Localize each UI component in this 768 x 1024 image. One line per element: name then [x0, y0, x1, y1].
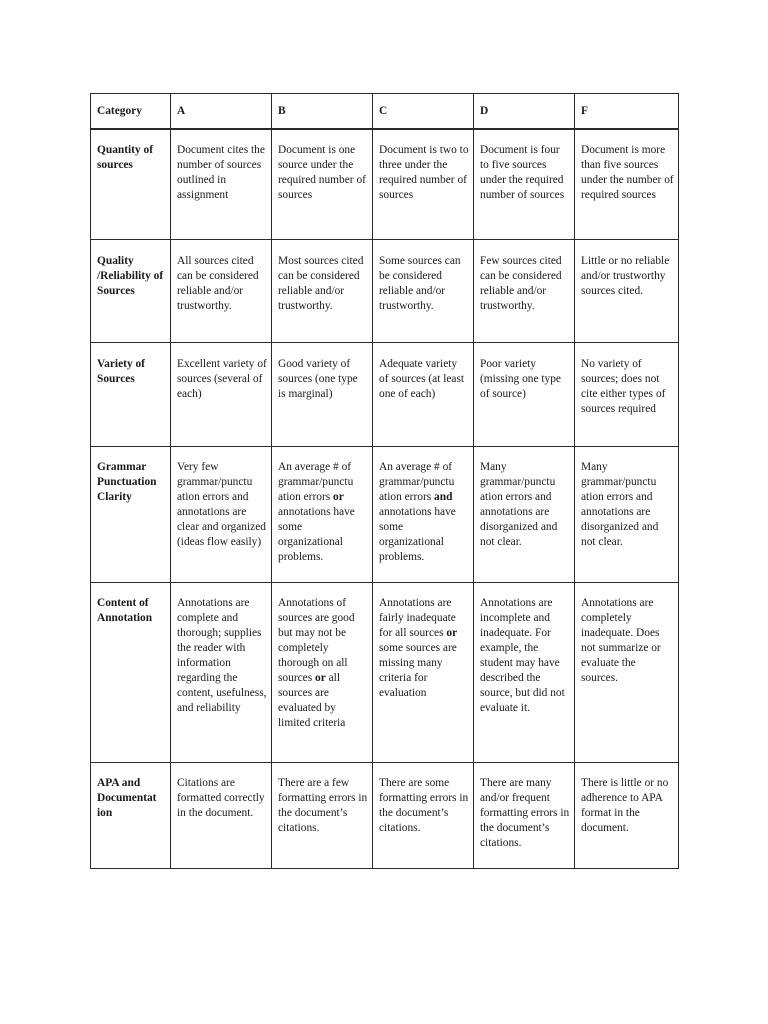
category-cell: Grammar Punctuation Clarity	[91, 447, 171, 583]
grade-a-cell	[171, 343, 272, 447]
rubric-body	[91, 129, 679, 869]
grade-f-cell	[575, 240, 679, 343]
grade-c-cell	[373, 343, 474, 447]
category-cell: Quantity of sources	[91, 129, 171, 240]
header-grade-c: C	[373, 94, 474, 130]
grade-f-cell	[575, 583, 679, 763]
grade-d-cell	[474, 583, 575, 763]
cell-text: Citations are formatted correctly in the document.	[177, 777, 265, 819]
header-grade-b: B	[272, 94, 373, 130]
grade-a-cell	[171, 240, 272, 343]
grade-f-cell	[575, 343, 679, 447]
emphasis-text: or	[446, 627, 458, 639]
grade-a-cell	[171, 763, 272, 869]
cell-text: Little or no reliable and/or trustworthy sources cited.	[581, 255, 670, 297]
cell-text: An average # of grammar/punctu ation errors	[379, 461, 455, 503]
grade-c-cell	[373, 763, 474, 869]
grade-b-cell	[272, 763, 373, 869]
cell-text: Excellent variety of sources (several of each)	[177, 358, 267, 400]
cell-text: annotations have some organizational problems.	[379, 506, 456, 563]
cell-text: Annotations are incomplete and inadequate. For example, the student may have described the source, but did not evaluate it.	[480, 597, 565, 714]
cell-text: Document is four to five sources under the required number of sources	[480, 144, 565, 201]
grade-c-cell	[373, 129, 474, 240]
grade-c-cell	[373, 583, 474, 763]
cell-text: No variety of sources; does not cite either types of sources required	[581, 358, 666, 415]
cell-text: There are a few formatting errors in the document’s citations.	[278, 777, 368, 834]
grade-b-cell	[272, 240, 373, 343]
table-row	[91, 240, 679, 343]
grade-f-cell	[575, 129, 679, 240]
grade-a-cell	[171, 583, 272, 763]
cell-text: There are some formatting errors in the document’s citations.	[379, 777, 469, 834]
cell-text: Document cites the number of sources outlined in assignment	[177, 144, 265, 201]
cell-text: Annotations are complete and thorough; supplies the reader with information regarding the content, usefulness, and reliability	[177, 597, 267, 714]
cell-text: Many grammar/punctu ation errors and annotations are disorganized and not clear.	[581, 461, 659, 548]
cell-text: There is little or no adherence to APA format in the document.	[581, 777, 669, 834]
cell-text: Very few grammar/punctu ation errors and annotations are clear and organized (ideas flow easily)	[177, 461, 266, 548]
grade-d-cell	[474, 343, 575, 447]
grade-f-cell	[575, 763, 679, 869]
emphasis-text: and	[434, 491, 453, 503]
header-row	[91, 94, 679, 130]
grade-b-cell	[272, 129, 373, 240]
cell-text: There are many and/or frequent formatting errors in the document’s citations.	[480, 777, 570, 849]
cell-text: all sources are evaluated by limited criteria	[278, 672, 346, 729]
header-grade-f: F	[575, 94, 679, 130]
cell-text: Document is more than five sources under the number of required sources	[581, 144, 674, 201]
grade-b-cell	[272, 583, 373, 763]
cell-text: some sources are missing many criteria for evaluation	[379, 642, 457, 699]
grade-d-cell	[474, 763, 575, 869]
grade-b-cell	[272, 447, 373, 583]
cell-text: Annotations are fairly inadequate for all sources	[379, 597, 456, 639]
cell-text: Adequate variety of sources (at least one of each)	[379, 358, 465, 400]
grade-f-cell	[575, 447, 679, 583]
emphasis-text: or	[333, 491, 344, 503]
category-cell: Content of Annotation	[91, 583, 171, 763]
cell-text: An average # of grammar/punctu ation errors	[278, 461, 354, 503]
table-row	[91, 583, 679, 763]
cell-text: Document is two to three under the required number of sources	[379, 144, 469, 201]
cell-text: Most sources cited can be considered reliable and/or trustworthy.	[278, 255, 364, 312]
emphasis-text: or	[315, 672, 326, 684]
table-row	[91, 763, 679, 869]
cell-text: Many grammar/punctu ation errors and annotations are disorganized and not clear.	[480, 461, 558, 548]
header-grade-a: A	[171, 94, 272, 130]
table-row	[91, 343, 679, 447]
header-category: Category	[91, 94, 171, 130]
cell-text: Good variety of sources (one type is marginal)	[278, 358, 358, 400]
grade-b-cell	[272, 343, 373, 447]
header-grade-d: D	[474, 94, 575, 130]
cell-text: Poor variety (missing one type of source)	[480, 358, 561, 400]
cell-text: Some sources can be considered reliable and/or trustworthy.	[379, 255, 461, 312]
grade-d-cell	[474, 447, 575, 583]
grade-d-cell	[474, 240, 575, 343]
category-cell: Variety of Sources	[91, 343, 171, 447]
grade-a-cell	[171, 129, 272, 240]
cell-text: annotations have some organizational problems.	[278, 506, 355, 563]
table-row	[91, 129, 679, 240]
grade-c-cell	[373, 447, 474, 583]
cell-text: Document is one source under the required number of sources	[278, 144, 366, 201]
cell-text: Few sources cited can be considered reliable and/or trustworthy.	[480, 255, 562, 312]
cell-text: Annotations of sources are good but may not be completely thorough on all sources	[278, 597, 355, 684]
table-row	[91, 447, 679, 583]
cell-text: All sources cited can be considered reliable and/or trustworthy.	[177, 255, 259, 312]
rubric-table	[90, 93, 679, 869]
grade-a-cell	[171, 447, 272, 583]
grade-c-cell	[373, 240, 474, 343]
category-cell: Quality /Reliability of Sources	[91, 240, 171, 343]
cell-text: Annotations are completely inadequate. Does not summarize or evaluate the sources.	[581, 597, 661, 684]
grade-d-cell	[474, 129, 575, 240]
category-cell: APA and Documentat ion	[91, 763, 171, 869]
